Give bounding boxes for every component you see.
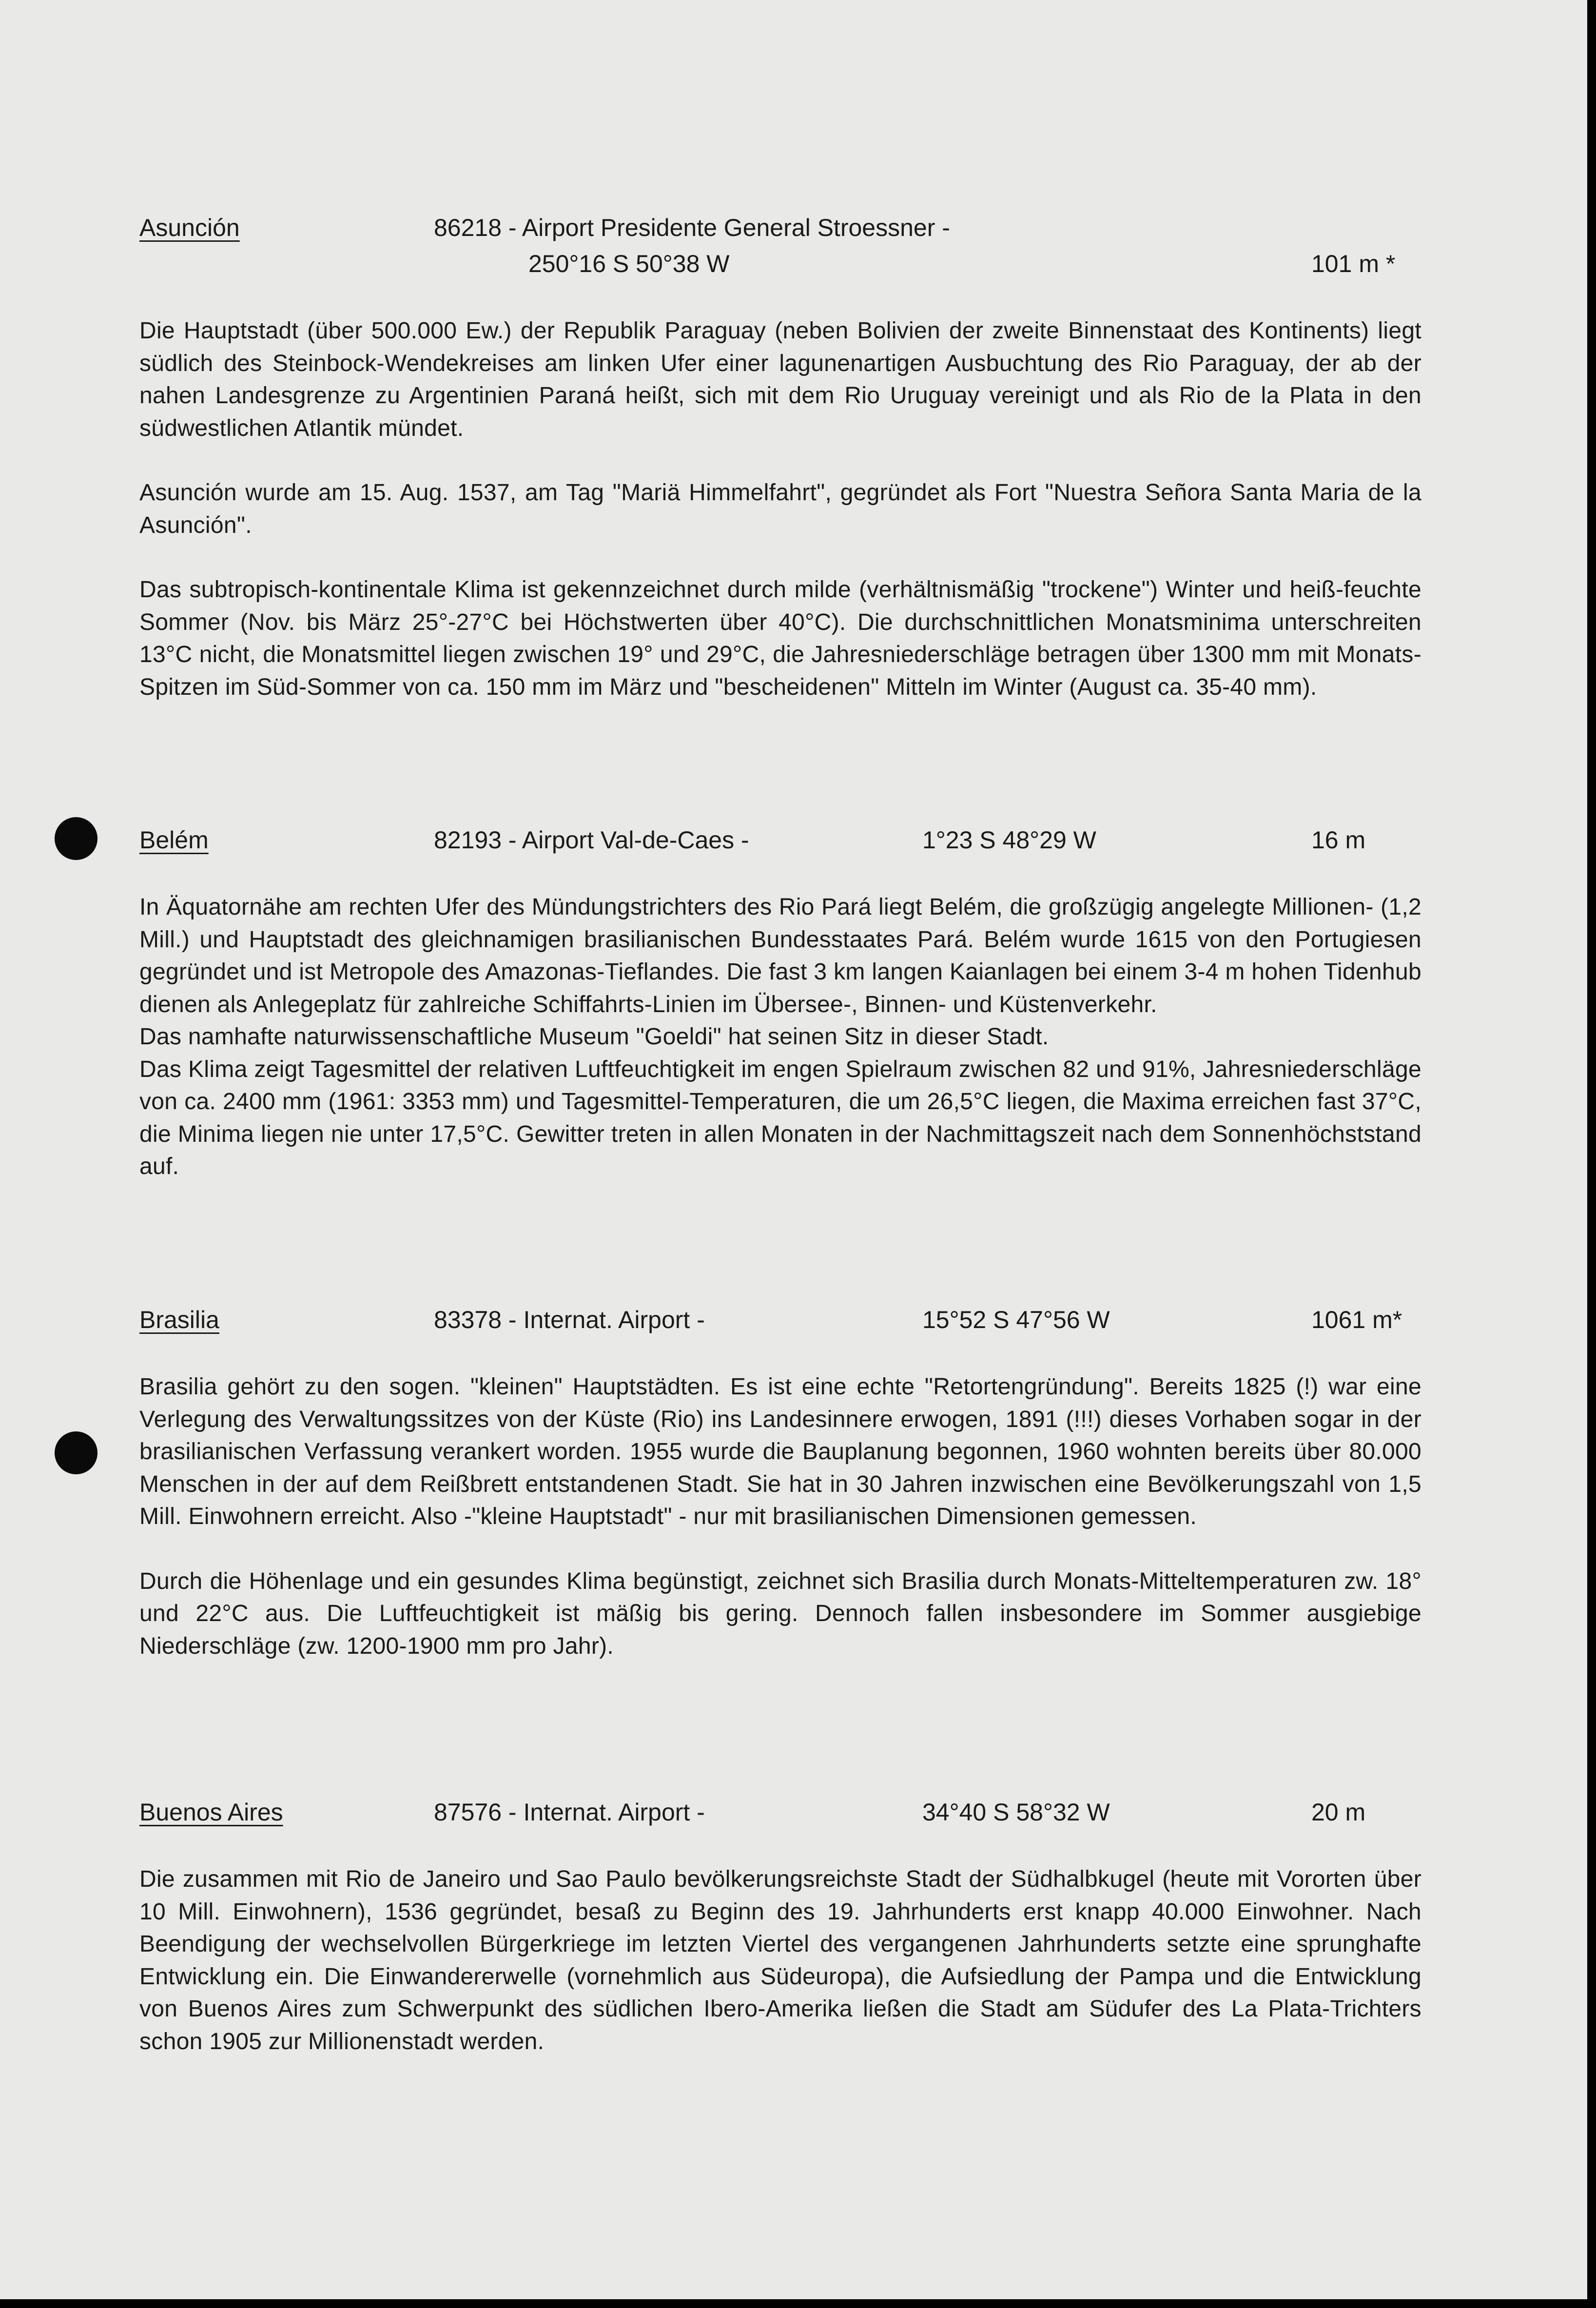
coordinates: 250°16 S 50°38 W — [528, 250, 730, 277]
entry-header — [139, 210, 1421, 282]
paragraph: Asunción wurde am 15. Aug. 1537, am Tag "Mariä Himmelfahrt", gegründet als Fort "Nuestra Señora Santa Maria de la Asunción". — [139, 480, 1421, 538]
elevation: 101 m * — [1311, 250, 1396, 277]
entry-header — [139, 1302, 1421, 1338]
city-name: Belém — [139, 826, 209, 854]
paragraph: In Äquatornähe am rechten Ufer des Mündungstrichters des Rio Pará liegt Belém, die großzügig angelegte Millionen- (1,2 Mill.) und Hauptstadt des gleichnamigen brasilianischen Bundesstaates Pará. Belém wurde 1615 von den Portugiesen gegründet und ist Metropole des Amazonas-Tieflandes. Die fast 3 km langen Kaianlagen bei einem 3-4 m hohen Tidenhub dienen als Anlegeplatz für zahlreiche Schiffahrts-Linien im Übersee-, Binnen- und Küstenverkehr. — [139, 894, 1421, 1017]
city-entry-belem — [139, 822, 1421, 1183]
elevation: 20 m — [1311, 1799, 1366, 1826]
coordinates: 15°52 S 47°56 W — [922, 1306, 1110, 1333]
station-info: 83378 - Internat. Airport - — [434, 1306, 705, 1333]
city-entry-brasilia — [139, 1302, 1421, 1663]
city-entry-buenos-aires — [139, 1794, 1421, 2058]
punch-hole-icon — [55, 817, 97, 860]
coordinates: 34°40 S 58°32 W — [922, 1799, 1110, 1826]
paragraph: Das namhafte naturwissenschaftliche Museum "Goeldi" hat seinen Sitz in dieser Stadt. — [139, 1024, 1049, 1050]
entry-header — [139, 822, 1421, 858]
station-info: 82193 - Airport Val-de-Caes - — [434, 826, 749, 854]
paragraph: Die Hauptstadt (über 500.000 Ew.) der Republik Paraguay (neben Bolivien der zweite Binnenstaat des Kontinents) liegt südlich des Steinbock-Wendekreises am linken Ufer einer lagunenartigen Ausbuchtung des Rio Paraguay, der ab der nahen Landesgrenze zu Argentinien Paraná heißt, sich mit dem Rio Uruguay vereinigt und als Rio de la Plata in den südwestlichen Atlantik mündet. — [139, 318, 1421, 441]
paragraph: Die zusammen mit Rio de Janeiro und Sao Paulo bevölkerungsreichste Stadt der Südhalbkugel (heute mit Vororten über 10 Mill. Einwohnern), 1536 gegründet, besaß zu Beginn des 19. Jahrhunderts erst knapp 40.000 Einwohner. Nach Beendigung der wechselvollen Bürgerkriege im letzten Viertel des vergangenen Jahrhunderts setzte eine sprunghafte Entwicklung ein. Die Einwandererwelle (vornehmlich aus Südeuropa), die Aufsiedlung der Pampa und die Entwicklung von Buenos Aires zum Schwerpunkt des südlichen Ibero-Amerika ließen die Stadt am Südufer des La Plata-Trichters schon 1905 zur Millionenstadt werden. — [139, 1866, 1421, 2054]
city-name: Brasilia — [139, 1306, 219, 1333]
city-entry-asuncion — [139, 210, 1421, 704]
station-info: 87576 - Internat. Airport - — [434, 1799, 705, 1826]
city-name: Asunción — [139, 214, 240, 241]
paragraph: Durch die Höhenlage und ein gesundes Klima begünstigt, zeichnet sich Brasilia durch Monats-Mitteltemperaturen zw. 18° und 22°C aus. Die Luftfeuchtigkeit ist mäßig bis gering. Dennoch fallen insbesondere im Sommer ausgiebige Niederschläge (zw. 1200-1900 mm pro Jahr). — [139, 1568, 1421, 1659]
entry-header — [139, 1794, 1421, 1830]
paragraph: Brasilia gehört zu den sogen. "kleinen" Hauptstädten. Es ist eine echte "Retortengründung". Bereits 1825 (!) war eine Verlegung des Verwaltungssitzes von der Küste (Rio) ins Landesinnere erwogen, 1891 (!!!) dieses Vorhaben sogar in der brasilianischen Verfassung verankert worden. 1955 wurde die Bauplanung begonnen, 1960 wohnten bereits über 80.000 Menschen in der auf dem Reißbrett entstandenen Stadt. Sie hat in 30 Jahren inzwischen eine Bevölkerungszahl von 1,5 Mill. Einwohnern erreicht. Also -"kleine Hauptstadt" - nur mit brasilianischen Dimensionen gemessen. — [139, 1374, 1421, 1529]
paragraph: Das Klima zeigt Tagesmittel der relativen Luftfeuchtigkeit im engen Spielraum zwischen 82 und 91%, Jahresniederschläge von ca. 2400 mm (1961: 3353 mm) und Tagesmittel-Temperaturen, die um 26,5°C liegen, die Maxima erreichen fast 37°C, die Minima liegen nie unter 17,5°C. Gewitter treten in allen Monaten in der Nachmittagszeit nach dem Sonnenhöchststand auf. — [139, 1056, 1421, 1179]
city-name: Buenos Aires — [139, 1799, 283, 1826]
elevation: 1061 m* — [1311, 1306, 1402, 1333]
paragraph: Das subtropisch-kontinentale Klima ist gekennzeichnet durch milde (verhältnismäßig "trockene") Winter und heiß-feuchte Sommer (Nov. bis März 25°-27°C bei Höchstwerten über 40°C). Die durchschnittlichen Monatsminima unterschreiten 13°C nicht, die Monatsmittel liegen zwischen 19° und 29°C, die Jahresniederschläge betragen über 1300 mm mit Monats-Spitzen im Süd-Sommer von ca. 150 mm im März und "bescheidenen" Mitteln im Winter (August ca. 35-40 mm). — [139, 577, 1421, 700]
punch-hole-icon — [55, 1431, 97, 1474]
coordinates: 1°23 S 48°29 W — [922, 826, 1096, 854]
elevation: 16 m — [1311, 826, 1366, 854]
station-info: 86218 - Airport Presidente General Stroessner - — [434, 214, 950, 241]
